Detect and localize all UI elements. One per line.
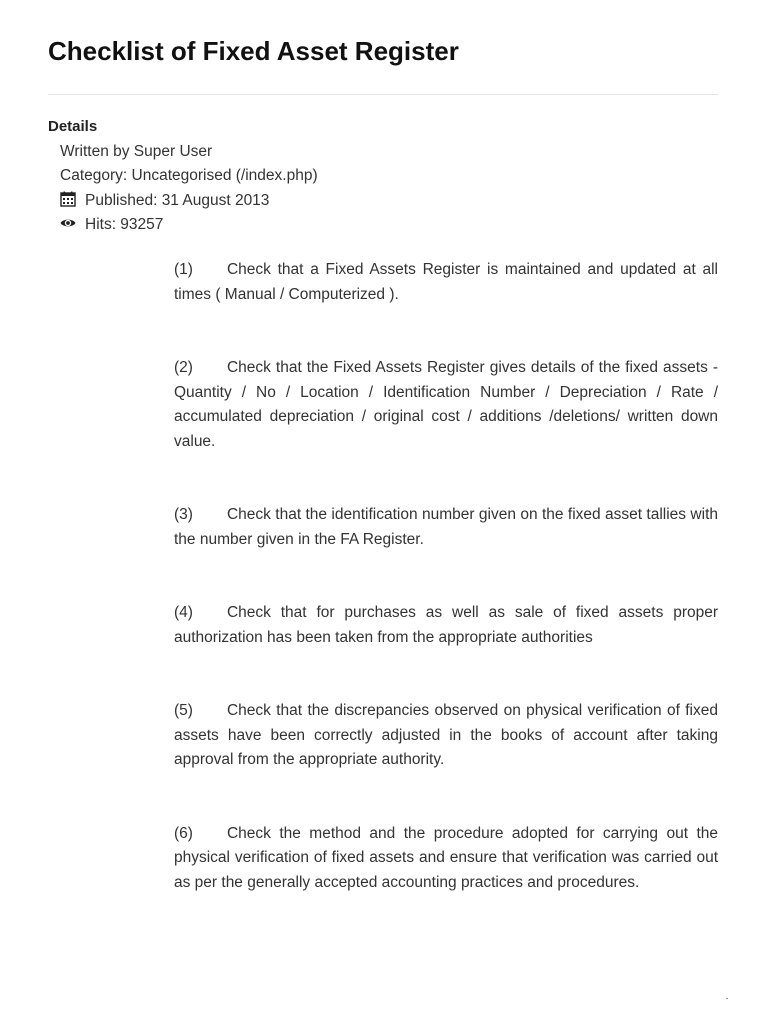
- category-line[interactable]: Category: Uncategorised (/index.php): [60, 167, 318, 184]
- article-details: [48, 115, 448, 238]
- hits-text: Hits: 93257: [85, 216, 164, 233]
- item-number: (5): [174, 702, 193, 719]
- calendar-icon: [60, 191, 76, 207]
- eye-icon: [60, 215, 76, 231]
- item-number: (6): [174, 824, 193, 842]
- item-number: (1): [174, 261, 193, 278]
- details-heading: Details: [48, 118, 98, 135]
- author-line: Written by Super User: [60, 142, 213, 160]
- published-text: Published: 31 August 2013: [85, 191, 270, 209]
- checklist-item: [174, 822, 718, 896]
- checklist-item: [174, 503, 718, 552]
- item-text: Check that the discrepancies observed on physical verification of fixed assets have been correctly adjusted in the books of account after taking approval from the appropriate authority.: [174, 702, 718, 768]
- checklist-item: [174, 356, 718, 454]
- published-line: [48, 189, 448, 214]
- item-text: Check that the Fixed Assets Register gives details of the fixed assets - Quantity / No / Location / Identification Number / Depreciation / Rate / accumulated depreciation / original cost / additions /deletions/ written down value.: [174, 359, 718, 450]
- page-corner-mark: [726, 998, 728, 999]
- item-text: Check that for purchases as well as sale of fixed assets proper authorization has been taken from the appropriate authorities: [174, 604, 718, 646]
- checklist-item: [174, 601, 718, 650]
- page-title: Checklist of Fixed Asset Register: [48, 36, 459, 66]
- item-text: Check that the identification number given on the fixed asset tallies with the number given in the FA Register.: [174, 506, 718, 548]
- title-divider: [48, 94, 718, 95]
- checklist-item: [174, 699, 718, 773]
- article-body: [174, 258, 718, 944]
- item-number: (4): [174, 604, 193, 621]
- hits-line: [48, 213, 448, 238]
- item-text: Check the method and the procedure adopted for carrying out the physical verification of fixed assets and ensure that verification was carried out as per the generally accepted accounting practices and procedures.: [174, 824, 718, 891]
- item-number: (2): [174, 359, 193, 376]
- item-number: (3): [174, 506, 193, 523]
- item-text: Check that a Fixed Assets Register is maintained and updated at all times ( Manual / Computerized ).: [174, 261, 718, 303]
- checklist-item: [174, 258, 718, 307]
